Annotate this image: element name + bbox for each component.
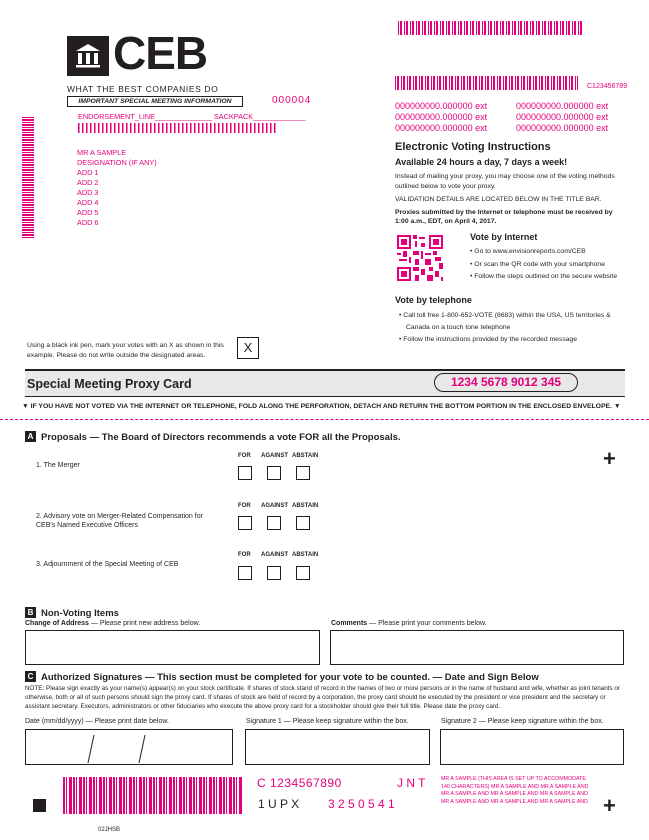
phone-vote-steps bbox=[399, 310, 627, 346]
section-letter: C bbox=[25, 671, 36, 682]
section-b-header bbox=[25, 607, 119, 619]
footer-code-3: 1 U P X bbox=[258, 797, 300, 811]
proposal-2-for-checkbox[interactable] bbox=[238, 516, 252, 530]
date-label: Date (mm/dd/yyyy) — Please print date below. bbox=[25, 718, 169, 725]
example-mark-box: X bbox=[237, 337, 259, 359]
proposal-1-for-checkbox[interactable] bbox=[238, 466, 252, 480]
col-against: AGAINST bbox=[261, 552, 288, 558]
proposal-1-against-checkbox[interactable] bbox=[267, 466, 281, 480]
address-line: ADD 2 bbox=[77, 178, 99, 187]
validation-note: VALIDATION DETAILS ARE LOCATED BELOW IN THE TITLE BAR. bbox=[395, 196, 602, 203]
comments-field[interactable] bbox=[330, 630, 624, 665]
logo-wordmark: CEB bbox=[113, 27, 208, 79]
proposal-label: 3. Adjournment of the Special Meeting of CEB bbox=[36, 561, 179, 568]
footer-barcode bbox=[63, 777, 243, 814]
col-abstain: ABSTAIN bbox=[292, 453, 319, 459]
voting-intro: Instead of mailing your proxy, you may choose one of the voting methods outlined below to vote your proxy. bbox=[395, 173, 615, 190]
address-line: ADD 5 bbox=[77, 208, 99, 217]
address-change-field[interactable] bbox=[25, 630, 320, 665]
internet-steps bbox=[470, 246, 617, 284]
meeting-label: IMPORTANT SPECIAL MEETING INFORMATION bbox=[67, 96, 243, 107]
signature-2-field[interactable] bbox=[440, 729, 624, 765]
proposal-3-abstain-checkbox[interactable] bbox=[296, 566, 310, 580]
internet-title: Vote by Internet bbox=[470, 232, 538, 242]
section-a-title: Proposals — The Board of Directors recommends a vote FOR all the Proposals. bbox=[41, 432, 401, 443]
signature-note: NOTE: Please sign exactly as your name(s) appear(s) on your stock certificate. If shares of stock stand of record in the names of two or more persons or in the name of husband and wife, whether as joint tenants or otherwise, both or all of such persons should sign the proxy card. If shares of stock are held of record by a corporation, the proxy card should be executed by the president or vice president and the secretary or assistant secretary. Executors, administrators or other fiduciaries who execute the above proxy card for a stockholder should give their full title. Please date the proxy card. bbox=[25, 685, 620, 710]
registration-square bbox=[33, 799, 46, 812]
date-separators bbox=[26, 730, 232, 764]
perforation-line bbox=[0, 419, 649, 420]
voting-title: Electronic Voting Instructions bbox=[395, 141, 551, 153]
ceb-logo bbox=[67, 27, 229, 79]
section-c-header bbox=[25, 671, 539, 683]
control-code: C123456789 bbox=[587, 83, 628, 90]
card-title: Special Meeting Proxy Card bbox=[27, 377, 192, 391]
address-line: ADD 4 bbox=[77, 198, 99, 207]
signature-1-field[interactable] bbox=[245, 729, 430, 765]
endorsement-line: ENDORSEMENT_LINE______________ SACKPACK_____________ bbox=[78, 112, 306, 121]
col-for: FOR bbox=[238, 552, 251, 558]
signature-2-label: Signature 2 — Please keep signature within the box. bbox=[441, 718, 604, 725]
postal-barcode bbox=[78, 123, 278, 133]
top-barcode bbox=[398, 21, 584, 35]
proposal-1-abstain-checkbox[interactable] bbox=[296, 466, 310, 480]
section-letter: A bbox=[25, 431, 36, 442]
proposal-label: 1. The Merger bbox=[36, 462, 80, 469]
sequence-number: 000004 bbox=[272, 95, 312, 106]
address-block bbox=[77, 148, 157, 228]
deadline-note: Proxies submitted by the Internet or telephone must be received by 1:00 a.m., EDT, on April 4, 2017. bbox=[395, 209, 613, 225]
phone-list-right bbox=[516, 101, 608, 134]
form-code: 02JHSB bbox=[98, 827, 121, 833]
crop-mark-plus: + bbox=[603, 446, 616, 471]
signature-1-label: Signature 1 — Please keep signature within the box. bbox=[246, 718, 409, 725]
side-barcode bbox=[22, 116, 34, 238]
footer-code-4: 3 2 5 0 5 4 1 bbox=[328, 797, 395, 811]
address-change-label: Change of Address — Please print new address below. bbox=[25, 620, 201, 627]
crop-mark-plus: + bbox=[603, 793, 616, 818]
section-b-title: Non-Voting Items bbox=[41, 608, 119, 619]
address-line: MR A SAMPLE bbox=[77, 148, 127, 157]
address-line: ADD 3 bbox=[77, 188, 99, 197]
phone-number: 000000000.000000 ext bbox=[516, 112, 609, 122]
footer-code-2: J N T bbox=[397, 776, 426, 790]
proposal-2-against-checkbox[interactable] bbox=[267, 516, 281, 530]
footer-code-1: C 1234567890 bbox=[257, 776, 342, 790]
internet-step: • Go to www.envisionreports.com/CEB bbox=[470, 248, 586, 255]
footer-sample-text: MR A SAMPLE (THIS AREA IS SET UP TO ACCOMMODATE 140 CHARACTERS) MR A SAMPLE AND MR A SAMPLE AND MR A SAMPLE AND MR A SAMPLE AND MR A SAMPLE AND MR A SAMPLE AND MR A SAMPLE AND MR A SAMPLE AND bbox=[441, 776, 589, 805]
proposal-3-against-checkbox[interactable] bbox=[267, 566, 281, 580]
phone-step: • Call toll free 1-800-652-VOTE (8683) within the USA, US territories & Canada on a touch tone telephone bbox=[399, 312, 611, 331]
comments-label: Comments — Please print your comments below. bbox=[331, 620, 487, 627]
proposal-label: 2. Advisory vote on Merger-Related Compensation for CEB's Named Executive Officers bbox=[36, 513, 203, 529]
phone-number: 000000000.000000 ext bbox=[395, 101, 488, 111]
section-letter: B bbox=[25, 607, 36, 618]
phone-number: 000000000.000000 ext bbox=[516, 123, 609, 133]
phone-number: 000000000.000000 ext bbox=[516, 101, 609, 111]
date-field[interactable] bbox=[25, 729, 233, 765]
proposal-3-for-checkbox[interactable] bbox=[238, 566, 252, 580]
section-c-title: Authorized Signatures — This section must be completed for your vote to be counted. — Date and Sign Below bbox=[41, 672, 539, 683]
col-for: FOR bbox=[238, 503, 251, 509]
phone-list-left bbox=[395, 101, 487, 134]
internet-step: • Or scan the QR code with your smartphone bbox=[470, 260, 605, 268]
internet-step: • Follow the steps outlined on the secure website bbox=[470, 273, 618, 280]
col-abstain: ABSTAIN bbox=[292, 503, 319, 509]
phone-number: 000000000.000000 ext bbox=[395, 123, 488, 133]
address-line: ADD 6 bbox=[77, 218, 99, 227]
proposal-2-abstain-checkbox[interactable] bbox=[296, 516, 310, 530]
phone-vote-title: Vote by telephone bbox=[395, 295, 472, 305]
ink-instructions: Using a black ink pen, mark your votes with an X as shown in this example. Please do not write outside the designated areas. bbox=[27, 342, 224, 359]
down-arrow-icon: ▼ bbox=[613, 403, 621, 410]
qr-code bbox=[397, 235, 443, 281]
section-a-header bbox=[25, 431, 401, 443]
address-line: ADD 1 bbox=[77, 168, 99, 177]
card-number: 1234 5678 9012 345 bbox=[434, 373, 578, 392]
logo-tagline: WHAT THE BEST COMPANIES DO bbox=[67, 84, 219, 94]
building-icon bbox=[67, 36, 109, 76]
perforation-notice: ▼ IF YOU HAVE NOT VOTED VIA THE INTERNET OR TELEPHONE, FOLD ALONG THE PERFORATION, DETACH AND RETURN THE BOTTOM PORTION IN THE ENCLOSED ENVELOPE. ▼ bbox=[22, 403, 621, 410]
phone-number: 000000000.000000 ext bbox=[395, 112, 488, 122]
col-abstain: ABSTAIN bbox=[292, 552, 319, 558]
down-arrow-icon: ▼ bbox=[22, 403, 29, 410]
control-barcode bbox=[395, 76, 578, 90]
col-against: AGAINST bbox=[261, 453, 288, 459]
phone-step: • Follow the instructions provided by the recorded message bbox=[399, 336, 578, 343]
col-for: FOR bbox=[238, 453, 251, 459]
voting-subtitle: Available 24 hours a day, 7 days a week! bbox=[395, 157, 568, 167]
address-line: DESIGNATION (IF ANY) bbox=[77, 158, 157, 167]
col-against: AGAINST bbox=[261, 503, 288, 509]
